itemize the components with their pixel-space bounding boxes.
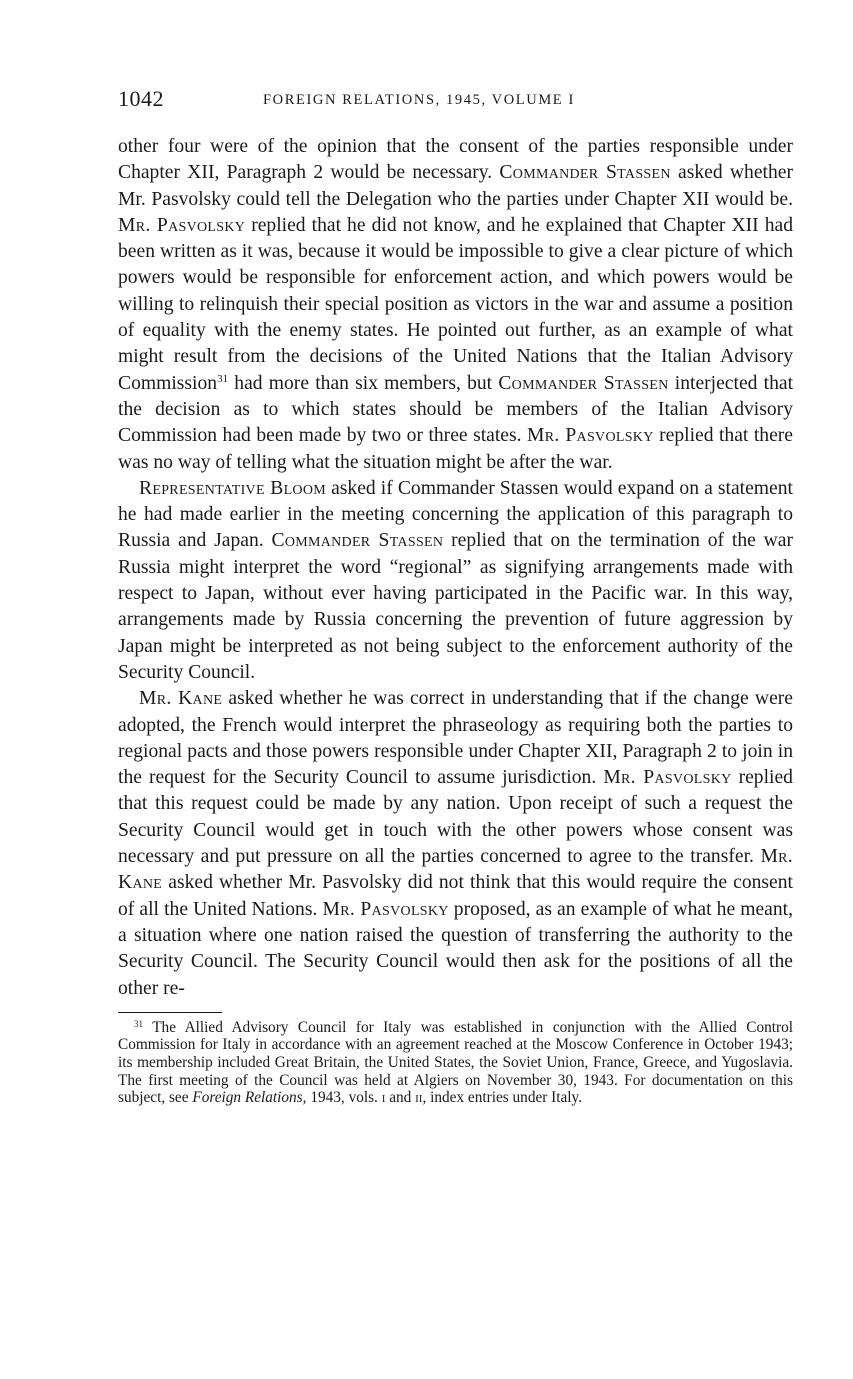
speaker-name: Mr. Pasvolsky: [322, 898, 449, 920]
body-text: [118, 134, 793, 1002]
footnote-marker: 31: [134, 1018, 143, 1029]
speaker-name: Representative Bloom: [139, 477, 326, 499]
speaker-name: Commander Stassen: [499, 162, 671, 184]
document-page: [118, 86, 793, 1107]
volume-numeral: i: [381, 1089, 386, 1107]
speaker-name: Mr. Pasvolsky: [527, 425, 654, 447]
page-number: 1042: [118, 86, 164, 111]
speaker-name: Commander Stassen: [498, 372, 669, 394]
paragraph-2: Representative Bloom asked if Commander Stassen would expand on a statement he had made earlier in the meeting concerning the application of this paragraph to Russia and Japan. Commander Stassen replied that on the termination of the war Russia might interpret the word “regional” as signifying arrangements made with respect to Japan, without ever having participated in the Pacific war. In this way, arrangements made by Russia concerning the prevention of future aggression by Japan might be interpreted as not being subject to the enforcement authority of the Security Council.: [118, 477, 793, 683]
paragraph-1: other four were of the opinion that the consent of the parties responsible under Chapter XII, Paragraph 2 would be necessary. Commander Stassen asked whether Mr. Pasvolsky could tell the Delegation who the parties under Chapter XII would be. Mr. Pasvolsky replied that he did not know, and he explained that Chapter XII had been written as it was, because it would be impossible to give a clear picture of which powers would be responsible for enforcement action, and which powers would be willing to relinquish their special position as victors in the war and assume a position of equality with the enemy states. He pointed out further, as an example of what might result from the decisions of the United Nations that the Italian Advisory Commission$^{31}$ had more than six members, but Commander Stassen interjected that the decision as to which states should be members of the Italian Advisory Commission had been made by two or three states. Mr. Pasvolsky replied that there was no way of telling what the situation might be after the war.: [118, 136, 794, 473]
publication-title: Foreign Relations: [192, 1089, 303, 1107]
footnote-31: $^{31}$ The Allied Advisory Council for Italy was established in conjunction with the Allied Control Commission for Italy in accordance with an agreement reached at the Moscow Conference in October 1943; its membership included Great Britain, the United States, the Soviet Union, France, Greece, and Yugoslavia. The first meeting of the Council was held at Algiers on November 30, 1943. For documentation on this subject, see Foreign Relations, 1943, vols. i and ii, index entries under Italy.: [118, 1018, 793, 1107]
speaker-name: Commander Stassen: [271, 530, 444, 552]
volume-numeral: ii: [415, 1089, 423, 1107]
page-header: [118, 86, 793, 116]
speaker-name: Mr. Kane: [118, 846, 793, 894]
footnote-reference: 31: [217, 372, 229, 385]
running-head: FOREIGN RELATIONS, 1945, VOLUME I: [263, 92, 575, 108]
speaker-name: Mr. Pasvolsky: [603, 767, 732, 789]
footnote-divider: [118, 1012, 222, 1013]
speaker-name: Mr. Kane: [139, 688, 223, 710]
paragraph-3: Mr. Kane asked whether he was correct in understanding that if the change were adopted, the French would interpret the phraseology as requiring both the parties to regional pacts and those powers responsible under Chapter XII, Paragraph 2 to join in the request for the Security Council to assume jurisdiction. Mr. Pasvolsky replied that this request could be made by any nation. Upon receipt of such a request the Security Council would get in touch with the other powers whose consent was necessary and put pressure on all the parties concerned to agree to the transfer. Mr. Kane asked whether Mr. Pasvolsky did not think that this would require the consent of all the United Nations. Mr. Pasvolsky proposed, as an example of what he meant, a situation where one nation raised the question of transferring the authority to the Security Council. The Security Council would then ask for the positions of all the other re-: [118, 688, 794, 999]
speaker-name: Mr. Pasvolsky: [118, 214, 246, 236]
